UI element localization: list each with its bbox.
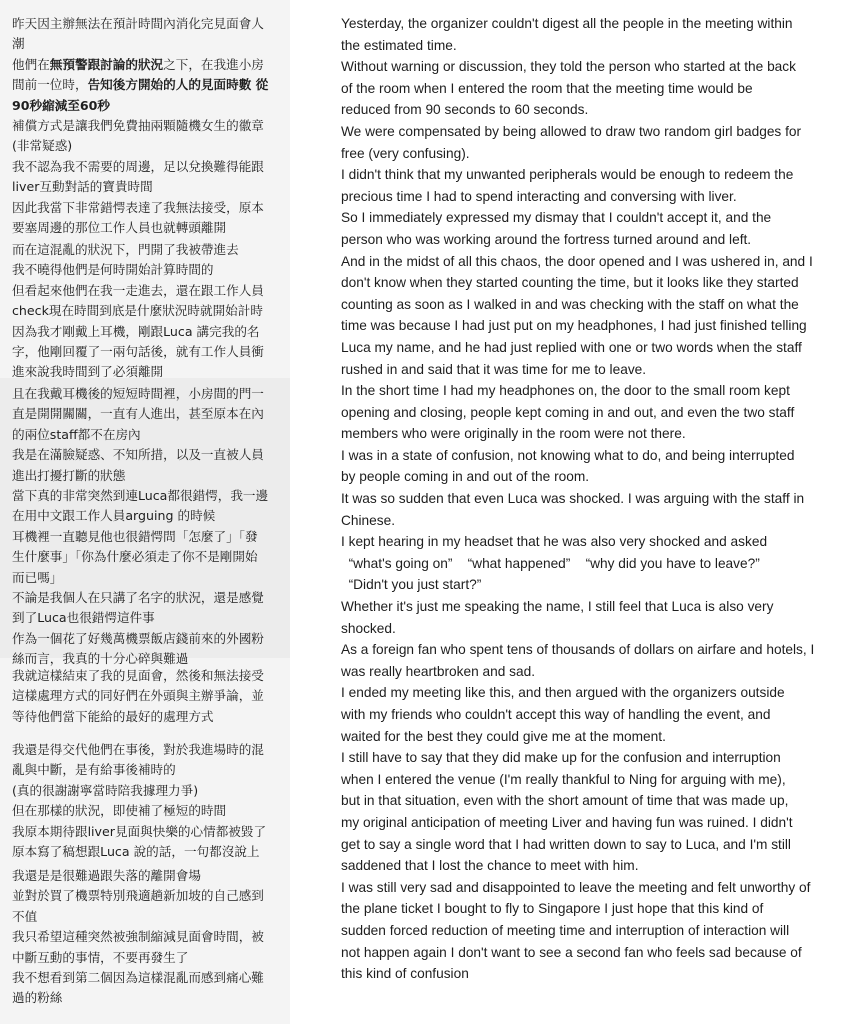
paragraph-5: 我還是得交代他們在事後，對於我進場時的混 亂與中斷，是有給事後補時的 (真的很謝謝寧當時陪我據理力爭) 但在那樣的狀況，即使補了極短的時間 我原本期待跟liver見面與快樂的心情都被毀了 原本寫了稿想跟Luca 說的話，一句都沒說上	[12, 742, 267, 860]
paragraph-3: 且在我戴耳機後的短短時間裡，小房間的門一 直是開開關關，一直有人進出，甚至原本在內 的兩位staff都不在房內 我是在滿臉疑惑、不知所措，以及一直被人員 進出打擾打斷的狀態 當下真的非常突然到連Luca都很錯愕，我一邊 在用中文跟工作人員arguing 的時候 耳機裡一直聽見他也很錯愕問「怎麼了」「發 生什麼事」「你為什麼必須走了你不是剛開始 而已嗎」 不論是我個人在只講了名字的狀況，還是感覺 到了Luca也很錯愕這件事 作為一個花了好幾萬機票飯店錢前來的外國粉 絲而言，我真的十分心碎與難過	[12, 386, 269, 667]
paragraph-4: 我就這樣結束了我的見面會，然後和無法接受 這樣處理方式的同好們在外頭與主辦爭論，並 等待他們當下能給的最好的處理方式	[12, 668, 264, 724]
bold-text: 告知後方開始的人的見面時數 從	[87, 77, 269, 93]
paragraph-6: 我還是是很難過跟失落的離開會場 並對於買了機票特別飛適趟新加坡的自己感到 不值 我只希望這種突然被強制縮減見面會時間，被 中斷互動的事情，不要再發生了 我不想看到第二個因為這樣混亂而感到痛心難 過的粉絲	[12, 868, 264, 1006]
english-translation-panel: Yesterday, the organizer couldn't digest all the people in the meeting within the estimated time. Without warning or discussion, they told the person who started at the back of the room when I entered the room that the meeting time would be reduced from 90 seconds to 60 seconds. We were compensated by being allowed to draw two random girl badges for free (very confusing). I didn't think that my unwanted peripherals would be enough to redeem the precious time I had to spend interacting and conversing with liver. So I immediately expressed my dismay that I couldn't accept it, and the person who was working around the fortress turned around and left. And in the midst of all this chaos, the door opened and I was ushered in, and I don't know when they started counting the time, but it looks like they started counting as soon as I walked in and was checking with the staff on what the time was because I had just put on my headphones, I had just finished telling Luca my name, and he had just replied with one or two words when the staff rushed in and said that it was time for me to leave. In the short time I had my headphones on, the door to the small room kept opening and closing, people kept coming in and out, and even the two staff members who were originally in the room were not there. I was in a state of confusion, not knowing what to do, and being interrupted by people coming in and out of the room. It was so sudden that even Luca was shocked. I was arguing with the staff in Chinese. I kept hearing in my headset that he was also very shocked and asked “what's going on” “what happened” “why did you have to leave?” “Didn't you just start?” Whether it's just me speaking the name, I still feel that Luca is also very shocked. As a foreign fan who spent tens of thousands of dollars on airfare and hotels, I was really heartbroken and sad. I ended my meeting like this, and then argued with the organizers outside with my friends who couldn't accept this way of handling the event, and waited for the best they could give me at the moment. I still have to say that they did make up for the confusion and interruption when I entered the venue (I'm really thankful to Ning for arguing with me), but in that situation, even with the short amount of time that was made up, my original anticipation of meeting Liver and having fun was ruined. I didn't get to say a single word that I had written down to say to Luca, and I'm still saddened that I lost the chance to meet with him. I was still very sad and disappointed to leave the meeting and felt unworthy of the plane ticket I bought to fly to Singapore I just hope that this kind of sudden forced reduction of meeting time and interruption of interaction will not happen again I don't want to see a second fan who feels sad because of this kind of confusion	[341, 16, 815, 982]
chinese-text-panel	[0, 0, 290, 1024]
paragraph-1: 昨天因主辦無法在預計時間內消化完見面會人 潮 他們在無預警跟討論的狀況之下，在我進小房 間前一位時，告知後方開始的人的見面時數 從 90秒縮減至60秒 補償方式是讓我們免費抽兩顆隨機女生的徽章 (非常疑惑) 我不認為我不需要的周邊，足以兌換難得能跟 liver互動對話的寶貴時間 因此我當下非常錯愕表達了我無法接受，原本 要塞周邊的那位工作人員也就轉頭離開	[12, 16, 269, 236]
bold-text: 無預警跟討論的狀況	[49, 56, 164, 72]
bold-text: 90秒縮減至60秒	[12, 97, 111, 113]
paragraph-2: 而在這混亂的狀況下，門開了我被帶進去 我不曉得他們是何時開始計算時間的 但看起來他們在我一走進去，還在跟工作人員 check現在時間到底是什麼狀況時就開始計時 因為我才剛戴上耳機，剛跟Luca 講完我的名 字，他剛回覆了一兩句話後，就有工作人員衝 進來說我時間到了必須離開	[12, 242, 264, 380]
